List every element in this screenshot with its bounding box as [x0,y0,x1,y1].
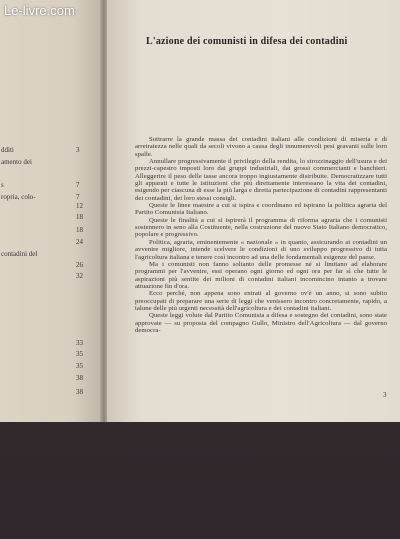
toc-entry-page: 38 [76,374,83,382]
toc-entry-text: amento dei [1,158,32,166]
toc-entry-page: 7 [76,181,80,189]
paragraph: Annullare progressivamente il privilegio della rendita, lo strozzinaggio dell'usura e dei prezzi-capestro imposti loro dai gruppi industriali, dai grossi commercianti e banchieri. Alleggerire il peso delle tasse ancora troppo ingiustamente distribuite. Democratizzare tutti gli apparati e tutte le istituzioni che più direttamente interessano la vita dei contadini, esigendo per ciascuna di esse la più larga e diretta partecipazione di contadini rappresentanti dei contadini, dei loro stessi consigli. [135,158,387,202]
toc-entry-text: contadini del [1,250,38,258]
toc-entry-page: 12 [76,202,83,210]
left-page [0,0,104,422]
toc-entry-text: s [1,181,4,189]
toc-entry-page: 18 [76,213,83,221]
toc-entry-text: dditi [1,146,14,154]
toc-entry-page: 3 [76,146,80,154]
paragraph: Sottrarre la grande massa dei contadini italiani alle condizioni di miseria e di arretratezza nelle quali da secoli vivono a causa degli innumerevoli pesi gravanti sulle loro spalle. [135,136,387,158]
article-body [135,136,387,334]
toc-entry-page: 24 [76,238,83,246]
paragraph: Queste le finalità a cui si ispirerà il programma di riforma agraria che i comunisti sostennero in seno alla Costituente, nella costruzione del nuovo Stato Italiano democratico, popolare e progressivo. [135,216,387,239]
toc-entry-page: 32 [76,272,83,280]
paragraph: Ecco perché, non appena sono entrati al governo ov'è un anno, si sono subito preoccupati di preparare una serie di leggi che venissero incontro concretamente, rapido, a talune delle più urgenti necessità dell'agricoltura e dei contadini italiani. [135,290,387,312]
toc-entry-page: 7 [76,193,80,201]
toc-entry-text: ropria, colo- [1,193,36,201]
article-title: L'azione dei comunisti in difesa dei contadini [146,36,348,47]
toc-entry-page: 38 [76,388,83,396]
toc-entry-page: 26 [76,261,83,269]
paragraph: Ma i comunisti non fanno soltanto delle promesse né si limitano ad elaborare programmi per l'avvenire, essi operano ogni giorno ed ogni ora per far sì che tutte le aspirazioni più sentite dei milioni di contadini italiani incomincino intanto a trovare attuazione fin d'ora. [135,260,387,290]
toc-entry-page: 18 [76,226,83,234]
toc-entry-page: 33 [76,339,83,347]
toc-entry-page: 35 [76,350,83,358]
paragraph: Queste le linee maestre a cui si ispira e coordinano ed ispirano la politica agraria del Partito Comunista Italiano. [135,202,387,217]
page-number: 3 [383,391,387,399]
toc-entry-page: 35 [76,362,83,370]
paragraph: Queste leggi volute dal Partito Comunista a difesa e sostegno dei contadini, sono state approvate — su proposta del compagno Gullo, Ministro dell'Agricoltura — dal governo democra- [135,312,387,334]
paragraph: Politica, agraria, eminentemente « nazionale » in quanto, assicurando ai contadini un avvenire migliore, intende scelvere le condizioni di uno sviluppo progressivo di tutta l'agricoltura italiana e tenere così incontro ad una delle fondamentali esigenze del paese. [135,238,387,261]
watermark-text: Le-livre.com [4,3,75,18]
